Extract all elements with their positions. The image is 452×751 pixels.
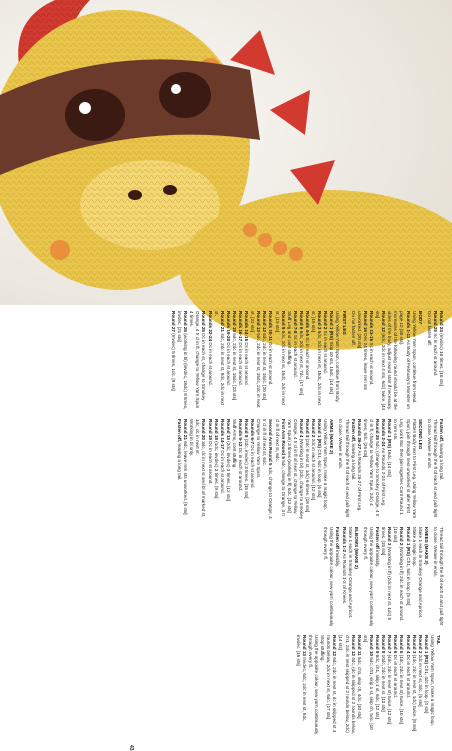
round-label: Fasten off (375, 527, 381, 551)
instruction-line (368, 311, 374, 411)
round-label: Round 2 (399, 527, 405, 547)
instruction-text: 6dc, 2dc in next st, dc in skipped st 4 rounds below, 2dc in next st, 6dc. [17 sts] (326, 635, 338, 733)
instruction-line (188, 311, 206, 411)
instruction-text: Do not fasten off. (350, 311, 356, 346)
text-column-2 (176, 419, 444, 519)
instruction-text: Using Yellow Yarn Spun, make a magic loop. (429, 635, 435, 726)
instruction-line (225, 419, 231, 519)
instruction-text: Make a magic loop. (411, 527, 417, 567)
instruction-text: 6dc, 2dc in next st, 7dc. [17 sts] (298, 330, 304, 396)
pattern-text-block (0, 305, 452, 751)
instruction-text: 6dc, ch1, skip 1 st, 6dc. [12 sts] (375, 654, 381, 719)
instruction-text: Dc in each st around. (405, 654, 411, 699)
round-label: Fasten off (335, 527, 341, 551)
instruction-text: (Working in fl) 2dc in each st around. [10 sts] (393, 527, 405, 622)
instruction-text: 5dc, 2dc in next st, 15dc, 2dc in next st. [22 sts] (250, 311, 262, 408)
instruction-line (322, 419, 328, 519)
round-label: Rounds 10-11 (268, 311, 274, 343)
instruction-text: Skip 10 sts, 16dc. [14 sts] (329, 341, 335, 394)
round-label: Round 18 (231, 311, 237, 334)
round-label: Round 27 (170, 311, 176, 334)
instruction-line (273, 419, 285, 519)
instruction-line (356, 635, 362, 735)
round-label: Round 25 (201, 311, 207, 334)
instruction-text: 5dc, (change to Smokey Orange, 4 tr cl in fl, change to Yellow Yarn Spun, 2dc) 4 times, 5dc. [26 sts] (362, 419, 381, 517)
instruction-text: Ch1, 5dc in loop. [5 sts] (405, 557, 411, 606)
instruction-text: Dc in each st, change to Smokey Orange, 4 tr cl in fl, change to Yellow Yarn Spun 4 times. (189, 311, 207, 409)
instruction-line (398, 311, 410, 411)
instruction-text: 6dc, 2dc in next st, 16dc. [20 sts] (262, 333, 268, 401)
instruction-text: Make 1 each in Smokey Orange and Apricot. (417, 527, 423, 619)
instruction-line (182, 419, 188, 519)
instruction-text: Ch1, 4dc in loop. [4 sts] (423, 665, 429, 714)
instruction-text: Thread tail through the fl of each st and pull tight to close. Weave in ends. (338, 419, 350, 518)
instruction-line (286, 311, 292, 411)
instruction-text: Do not fasten off. (426, 311, 432, 346)
instruction-line (261, 419, 273, 519)
round-label: Round 21 (219, 311, 225, 334)
instruction-line (380, 527, 392, 627)
instruction-text: 2dc in each st around. [12 sts] (311, 438, 317, 500)
round-label: Rounds 6-7 (250, 419, 256, 446)
instruction-text: Stuff Leg and cont stuffing. (286, 311, 292, 366)
text-column-1 (170, 311, 444, 411)
instruction-text: 5dc, ch1, skip 1 st, skip ch, 5dc. [10 sts] (362, 635, 374, 730)
round-label: Rounds 2-24 (381, 419, 387, 448)
instruction-line (304, 419, 310, 519)
instruction-text: Dc in each st around. (225, 342, 231, 386)
instruction-text: Thread tail through the fl of each st and pull tight to close. Weave in ends. (426, 419, 438, 518)
instruction-text: 4dc, 2dc in next st, 8dc, 2dc in next st. (213, 311, 225, 405)
instruction-text: Dc in each st around. (219, 450, 225, 494)
instruction-text: (6dc, 2dc in next 4 sts, 6dc) twice. [44 sts] (375, 311, 387, 411)
instruction-line (347, 527, 353, 627)
round-label: Rounds 26-27 (356, 419, 362, 451)
instruction-text: 2dc in next st, 3dc. [5 sts] (417, 654, 423, 707)
instruction-text: leaving a long tail. (350, 443, 356, 481)
round-label: Round 3 (387, 527, 393, 547)
instruction-line (213, 419, 219, 519)
instruction-text: 5dc, change to Orange, 4 tr cl in fl of next st, 6dc. (274, 419, 286, 517)
instruction-text: invisibly. (375, 550, 381, 568)
instruction-text: As Rounds 26-27 of First Leg. (356, 450, 362, 512)
round-label: Round 4 (405, 635, 411, 655)
instruction-line (350, 311, 356, 411)
instruction-text: As Rounds 2-24 of First Leg. (381, 447, 387, 507)
round-label: Round 13 (301, 635, 307, 658)
round-label: Round 7-8 (292, 311, 298, 335)
instruction-line (404, 527, 410, 627)
instruction-line (298, 311, 304, 411)
round-label: Rounds 19-20 (225, 311, 231, 343)
instruction-line (307, 635, 319, 735)
round-label: Round 12 (381, 311, 387, 334)
instruction-line (417, 527, 423, 627)
round-label: Fasten off, (350, 419, 356, 444)
instruction-line (411, 635, 417, 735)
instruction-text: 10dc, 2dc in next st. [13 sts] (381, 654, 387, 712)
instruction-line (295, 635, 307, 735)
instruction-text: (2dc, invdec) 3 times. [12 sts] (225, 441, 231, 501)
round-label: Round 12 (350, 635, 356, 658)
round-label: Round 5 (399, 635, 405, 655)
instruction-line (273, 311, 285, 411)
round-label: Rounds 14-15 (244, 311, 250, 343)
round-label: Rounds 1-2 (341, 527, 347, 554)
round-label: Round 25 (375, 419, 381, 442)
instruction-text: Increases of the following round should be at the sides of the body, adjust round start if necessary. (387, 311, 399, 411)
round-label: Round 1 (RS) (405, 527, 411, 558)
amigurumi-photo (0, 0, 452, 305)
instruction-line (206, 419, 212, 519)
instruction-text: Dc in each st around. (238, 447, 243, 492)
round-label: Round 9 (375, 635, 381, 655)
round-label: Fasten off, (439, 419, 444, 444)
instruction-text: (Invdec) 16 times. [16 sts] (439, 333, 444, 386)
instruction-text: (1dc, 2dc in next st, 1dc) twice. [8 sts] (411, 654, 417, 732)
instruction-line (341, 527, 347, 627)
round-label: Round 10 (368, 635, 374, 658)
round-label: Rounds 22-24 (207, 311, 213, 343)
round-label: Round 2 (417, 635, 423, 655)
instruction-text: 1dc, change to Orange, 4 tr cl in fl of next st, 6dc. (262, 419, 274, 519)
instruction-line (231, 311, 237, 411)
instruction-line (249, 419, 255, 519)
round-label: Round 9 (280, 311, 286, 331)
instruction-text: invisibly. (335, 550, 341, 568)
instruction-text: 5dc, 2dc in next st, 16dc. [23 sts] (231, 333, 237, 401)
instruction-text: As Rounds 1-2 of Knees. (341, 553, 347, 605)
page-number: 43 (128, 745, 134, 751)
instruction-text: (1dc, invdec) 3 times. [9 sts] (213, 441, 219, 499)
instruction-line (337, 635, 355, 735)
instruction-text: (2dc, invdec) 3 times. [15 sts] (244, 438, 250, 499)
instruction-text: Sc in each st around. (368, 342, 374, 386)
round-label: Round 2 (323, 311, 329, 331)
instruction-line (225, 311, 231, 411)
round-label: Round 6 (298, 311, 304, 331)
round-label: Round 3 (305, 419, 311, 439)
round-label: Round 13 (225, 419, 231, 442)
text-column-4 (295, 635, 444, 735)
instruction-line (438, 419, 444, 519)
round-label: Fasten off, (177, 419, 183, 444)
round-label: Round 1 (RS) (423, 635, 429, 666)
instruction-line (310, 419, 316, 519)
instruction-line (438, 311, 444, 411)
instruction-line (356, 311, 368, 411)
instruction-line (170, 311, 176, 411)
instruction-line (337, 419, 349, 519)
instruction-line (362, 527, 374, 627)
instruction-text: leaving a long tail. (439, 443, 444, 481)
round-label: Second Arm Round 5 (268, 419, 274, 467)
instruction-text: Sc in each st around. (305, 337, 311, 381)
instruction-line (386, 419, 392, 519)
instruction-line (386, 635, 392, 735)
instruction-text: Ch1, 6dc in loop. [6 sts] (317, 449, 323, 498)
instruction-text: (Working in bl) (2dc, change to Smokey Orange, 4 tr cl in fl of next st, change to Yellow Yarn Spun) 3 times (working in fl) 6dc. [12 sts] (286, 419, 304, 519)
instruction-line (426, 311, 432, 411)
instruction-line (231, 419, 237, 519)
instruction-line (417, 635, 423, 735)
instruction-line (350, 419, 356, 519)
instruction-line (267, 311, 273, 411)
round-label: Round 11 (356, 635, 362, 657)
section-heading: ARMS (MAKE 2) (329, 419, 335, 455)
instruction-text: (Invdec) 8 times, 1dc. [9 sts] (170, 333, 176, 391)
round-label: Round 4 (298, 419, 304, 439)
round-label: Round 20 (201, 419, 207, 442)
instruction-text: Stop stuffing. (320, 635, 326, 662)
instruction-text: Using the opposite colour, sew yarn continuously through every fl. (323, 527, 335, 627)
round-label: Round 18 (213, 419, 219, 442)
instruction-text: Using Yellow Yarn Spun, continue from Head. (411, 311, 417, 404)
round-label: Round 1 (RS) (329, 311, 335, 342)
section-heading: BODY (417, 311, 423, 325)
instruction-text: (4dc, 2dc in next st) twice. [12 sts] (387, 654, 393, 724)
instruction-text: 5dc, ch1, skip ch, 4dc. [10 sts] (356, 656, 362, 719)
instruction-text: Stuff Arms, cont stuffing. (231, 419, 237, 469)
instruction-line (310, 311, 322, 411)
instruction-line (325, 635, 337, 735)
round-label: Round 3 (317, 311, 323, 331)
round-label: Rounds 1-11 (405, 311, 411, 340)
instruction-line (374, 635, 380, 735)
round-label: Round 1 (RS) (317, 419, 323, 450)
instruction-line (374, 527, 380, 627)
instruction-line (374, 311, 386, 411)
round-label: Rounds 13-15 (368, 311, 374, 343)
instruction-line (243, 311, 249, 411)
text-column-3 (322, 527, 444, 627)
round-label: Round 26 (183, 311, 189, 334)
instruction-text: Flatten Body next to First Leg. Using Yellow Yarn Spun, join through next unworked st after First Leg, work 8sc then join together. Cont Round 1 to rem sts. (393, 419, 417, 519)
instruction-text: 4dc, (dc in skipped st 2 rounds below, ch1, 2dc in next skipped st 2 rounds below, 2dc) [14 sts] (338, 635, 356, 734)
instruction-text: (working in bl) (invdec, 16dc) 8 times, invdec. [21 sts] (177, 311, 189, 410)
instruction-text: Dc in each st around. (268, 342, 274, 386)
instruction-line (194, 419, 206, 519)
instruction-text: 5dc, 2dc in next st, 15dc, 2dc in next st. [19 sts] (274, 311, 286, 405)
instruction-line (362, 635, 374, 735)
round-label: Rounds 4-5 (305, 311, 311, 338)
instruction-line (432, 527, 444, 627)
round-label: Round 25 (432, 311, 438, 334)
section-heading: TAIL (436, 635, 441, 645)
instruction-line (411, 527, 417, 627)
round-label: Round 21 (183, 419, 189, 442)
instruction-text: Dc in each st around. (238, 342, 243, 386)
amigurumi-illustration (0, 0, 452, 305)
instruction-line (322, 527, 334, 627)
instruction-text: leaving a long tail. (177, 443, 183, 481)
section-heading: FIRST LEG (341, 311, 347, 335)
instruction-line (334, 311, 340, 411)
section-heading: ELBOWS (MAKE 2) (353, 527, 359, 569)
instruction-line (404, 635, 410, 735)
instruction-text: (1dc, 2dc in next st) twice. [10 sts] (399, 654, 405, 724)
instruction-text: 3dc, dc in next st and bl of marked st, 1dc, dc in next st. (195, 419, 207, 518)
instruction-text: 5dc, 2dc in next st, 15dc, 2dc in next st. [16 sts] (311, 311, 323, 405)
round-label: Round 7 (387, 635, 393, 655)
round-label: Rounds 9-12 (238, 419, 243, 448)
section-heading: KNEES (MAKE 2) (423, 527, 429, 565)
round-label: Round 2 (311, 419, 317, 439)
instruction-text: 6dc, leave rem sts unworked. [6 sts] (183, 441, 189, 515)
round-label: Round 12 (262, 311, 268, 334)
instruction-line (243, 419, 249, 519)
section-heading: SECOND LEG (417, 419, 423, 450)
instruction-line (356, 419, 362, 519)
instruction-line (386, 311, 398, 411)
instruction-line (219, 419, 225, 519)
instruction-text: (Working in fl) (2dc in next st, 1dc) 5 times. [15 sts] (381, 527, 393, 621)
instruction-text: 16dc. [14 sts] (387, 449, 393, 477)
instruction-text: Sc in each st around. (292, 334, 298, 378)
instruction-line (304, 311, 310, 411)
instruction-line (237, 311, 243, 411)
instruction-line (429, 635, 435, 735)
instruction-text: Invdec, 6dc, 2dc in next st, 6dc, invdec. [16 sts] (295, 635, 307, 722)
round-label: Round 12 (332, 635, 338, 658)
round-label: Round 8 (381, 635, 387, 655)
round-label: Round 6 (393, 635, 399, 655)
instruction-text: Dc in each st around. (207, 441, 213, 485)
round-label: Round 19 (207, 419, 213, 442)
instruction-text: Change to Yellow Yarn Spun. (256, 419, 262, 479)
round-label: Rounds 14-17 (219, 419, 225, 451)
instruction-text: (2dc in next st, 1dc) 6 times. [18 sts] (305, 438, 311, 513)
instruction-line (322, 311, 328, 411)
instruction-line (292, 311, 298, 411)
instruction-text: Dc in each st around. (207, 342, 213, 386)
round-label: Round 16 (362, 311, 368, 334)
instruction-line (206, 311, 212, 411)
instruction-line (432, 311, 438, 411)
instruction-text: Using the opposite colour, sew yarn continuously through every fl. (362, 527, 374, 627)
instruction-line (398, 635, 404, 735)
instruction-text: Sc in each st around. (323, 330, 329, 374)
instruction-text: As Body of February's Monster on page 12 [30 sts]. (399, 311, 411, 409)
instruction-line (213, 311, 225, 411)
instruction-text: Dc in each st around. (250, 445, 256, 489)
instruction-text: Using the opposite colour, sew yarn continuously through every fl. (308, 635, 320, 735)
instruction-text: Dc in each st around. (393, 654, 399, 699)
instruction-line (255, 419, 261, 519)
instruction-line (188, 419, 194, 519)
instruction-line (362, 419, 380, 519)
round-label: Round 24 (439, 311, 444, 334)
round-label: Round 13 (256, 311, 262, 334)
instruction-line (380, 419, 386, 519)
instruction-line (411, 311, 417, 411)
instruction-text: Working in bl only. (189, 419, 195, 457)
instruction-text: Dc in each st around. (244, 342, 250, 386)
instruction-text: Using Yellow Yarn Spun, make a magic loop. (323, 419, 329, 510)
instruction-line (426, 419, 438, 519)
instruction-text: Using Yellow Yarn Spun, continue from Body. (335, 311, 341, 403)
instruction-line (392, 419, 416, 519)
instruction-line (423, 635, 429, 735)
instruction-text: Sc in each st around. (432, 333, 438, 377)
instruction-line (261, 311, 267, 411)
instruction-line (237, 419, 243, 519)
instruction-text: Make 1 each in Smokey Orange and Apricot. (347, 527, 353, 619)
round-label: Round 8 (244, 419, 250, 439)
instruction-line (392, 527, 404, 627)
round-label: First Arm Round 5 (280, 419, 286, 461)
instruction-text: Thread tail through the fl of each st and pull tight to close. Weave in ends. (432, 527, 444, 626)
instruction-line (249, 311, 261, 411)
instruction-line (286, 419, 304, 519)
round-label: Round 1 (RS) (387, 419, 393, 450)
round-label: Round 3 (411, 635, 417, 655)
round-label: Rounds 16-17 (238, 311, 243, 343)
instruction-text: Dec 24 times, leave rem sts unworked. [20 sts] (356, 311, 368, 390)
instruction-line (176, 311, 188, 411)
